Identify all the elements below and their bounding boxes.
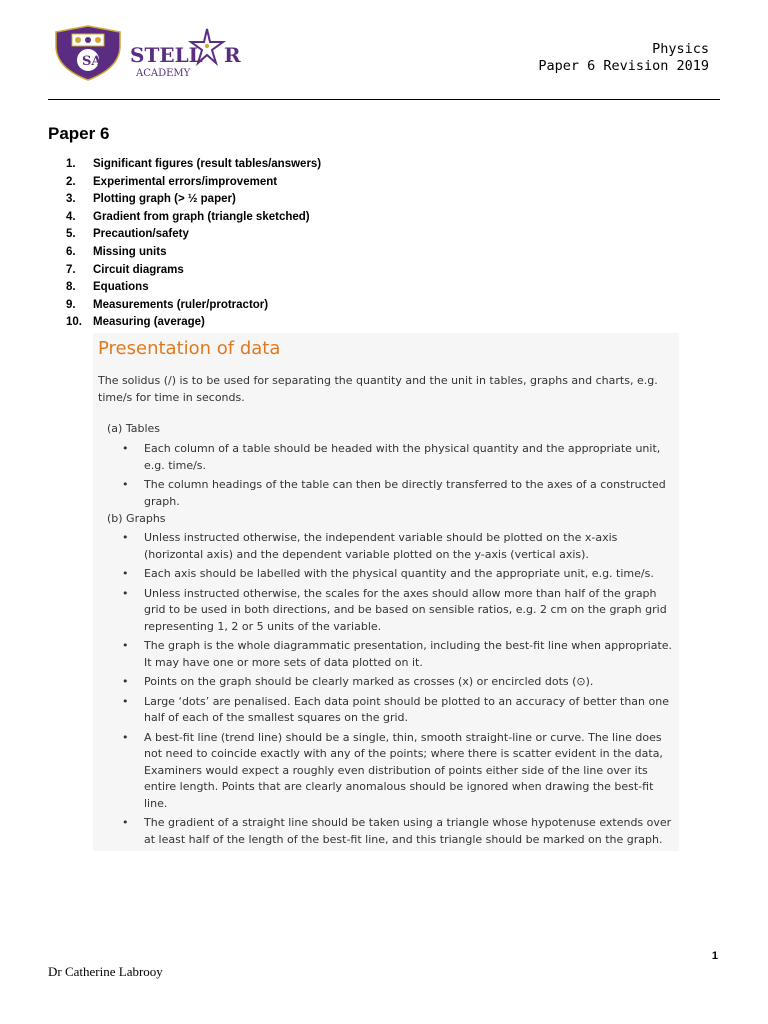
excerpt-title: Presentation of data — [98, 338, 281, 359]
tables-heading: (a) Tables — [107, 422, 160, 435]
logo-wordmark-tail: R — [224, 43, 241, 67]
page-title: Paper 6 — [48, 124, 110, 143]
list-item: • The graph is the whole diagrammatic presentation, including the best-fit line when appropriate. It may have one or more sets of data plotted on it. — [122, 639, 673, 669]
list-item: • Large ‘dots’ are penalised. Each data point should be plotted to an accuracy of better than one half of each of the smallest squares on the grid. — [122, 694, 669, 724]
header-paper: Paper 6 Revision 2019 — [538, 58, 709, 74]
footer-author: Dr Catherine Labrooy — [48, 964, 163, 979]
presentation-of-data-excerpt — [93, 333, 679, 851]
logo-wordmark: STELL — [130, 43, 203, 67]
list-item: 6. Missing units — [66, 245, 167, 258]
svg-text:SA: SA — [82, 54, 102, 69]
list-item: • Each axis should be labelled with the physical quantity and the appropriate unit, e.g. time/s. — [122, 567, 654, 580]
list-item: 9. Measurements (ruler/protractor) — [66, 298, 269, 311]
list-item: 5. Precaution/safety — [66, 228, 189, 241]
list-item: • Unless instructed otherwise, the scales for the axes should allow more than half of the graph grid to be used in both directions, and be based on sensible ratios, e.g. 2 cm on the graph grid representing 1, 2 or 5 units of the variable. — [122, 586, 667, 633]
list-item: 2. Experimental errors/improvement — [66, 175, 278, 188]
header-divider — [48, 99, 720, 100]
topic-list — [66, 156, 321, 332]
graphs-bullets — [120, 530, 675, 851]
excerpt-intro: The solidus (/) is to be used for separating the quantity and the unit in tables, graphs and charts, e.g. time/s for time in seconds. — [98, 374, 658, 404]
list-item: • Each column of a table should be headed with the physical quantity and the appropriate unit, e.g. time/s. — [122, 442, 661, 472]
list-item: 8. Equations — [66, 281, 149, 294]
list-item: 7. Circuit diagrams — [66, 263, 184, 276]
list-item: 3. Plotting graph (> ½ paper) — [66, 193, 236, 206]
list-item: 4. Gradient from graph (triangle sketched) — [66, 210, 310, 223]
tables-bullets — [120, 441, 675, 513]
list-item: • A best-fit line (trend line) should be a single, thin, smooth straight-line or curve. The line does not need to coincide exactly with any of the points; where there is scatter evident in the data, Examiners would expect a roughly even distribution of points either side of the line over its entire length. Points that are clearly anomalous should be ignored when drawing the best-fit line. — [122, 730, 663, 810]
list-item: 1. Significant figures (result tables/answers) — [66, 158, 322, 170]
list-item: • The gradient of a straight line should be taken using a triangle whose hypotenuse extends over at least half of the length of the best-fit line, and this triangle should be marked on the graph. — [122, 816, 672, 846]
graphs-heading: (b) Graphs — [107, 512, 166, 525]
list-item: • The column headings of the table can then be directly transferred to the axes of a constructed graph. — [122, 478, 666, 508]
list-item: 10. Measuring (average) — [66, 316, 205, 329]
page-number: 1 — [711, 950, 718, 962]
document-header — [538, 41, 709, 75]
logo-subtitle: ACADEMY — [136, 68, 191, 79]
list-item: • Unless instructed otherwise, the independent variable should be plotted on the x-axis (horizontal axis) and the dependent variable plotted on the y-axis (vertical axis). — [122, 531, 618, 561]
stellar-academy-logo — [44, 24, 244, 84]
header-subject: Physics — [652, 41, 709, 57]
list-item: • Points on the graph should be clearly marked as crosses (x) or encircled dots (⊙). — [122, 675, 594, 688]
